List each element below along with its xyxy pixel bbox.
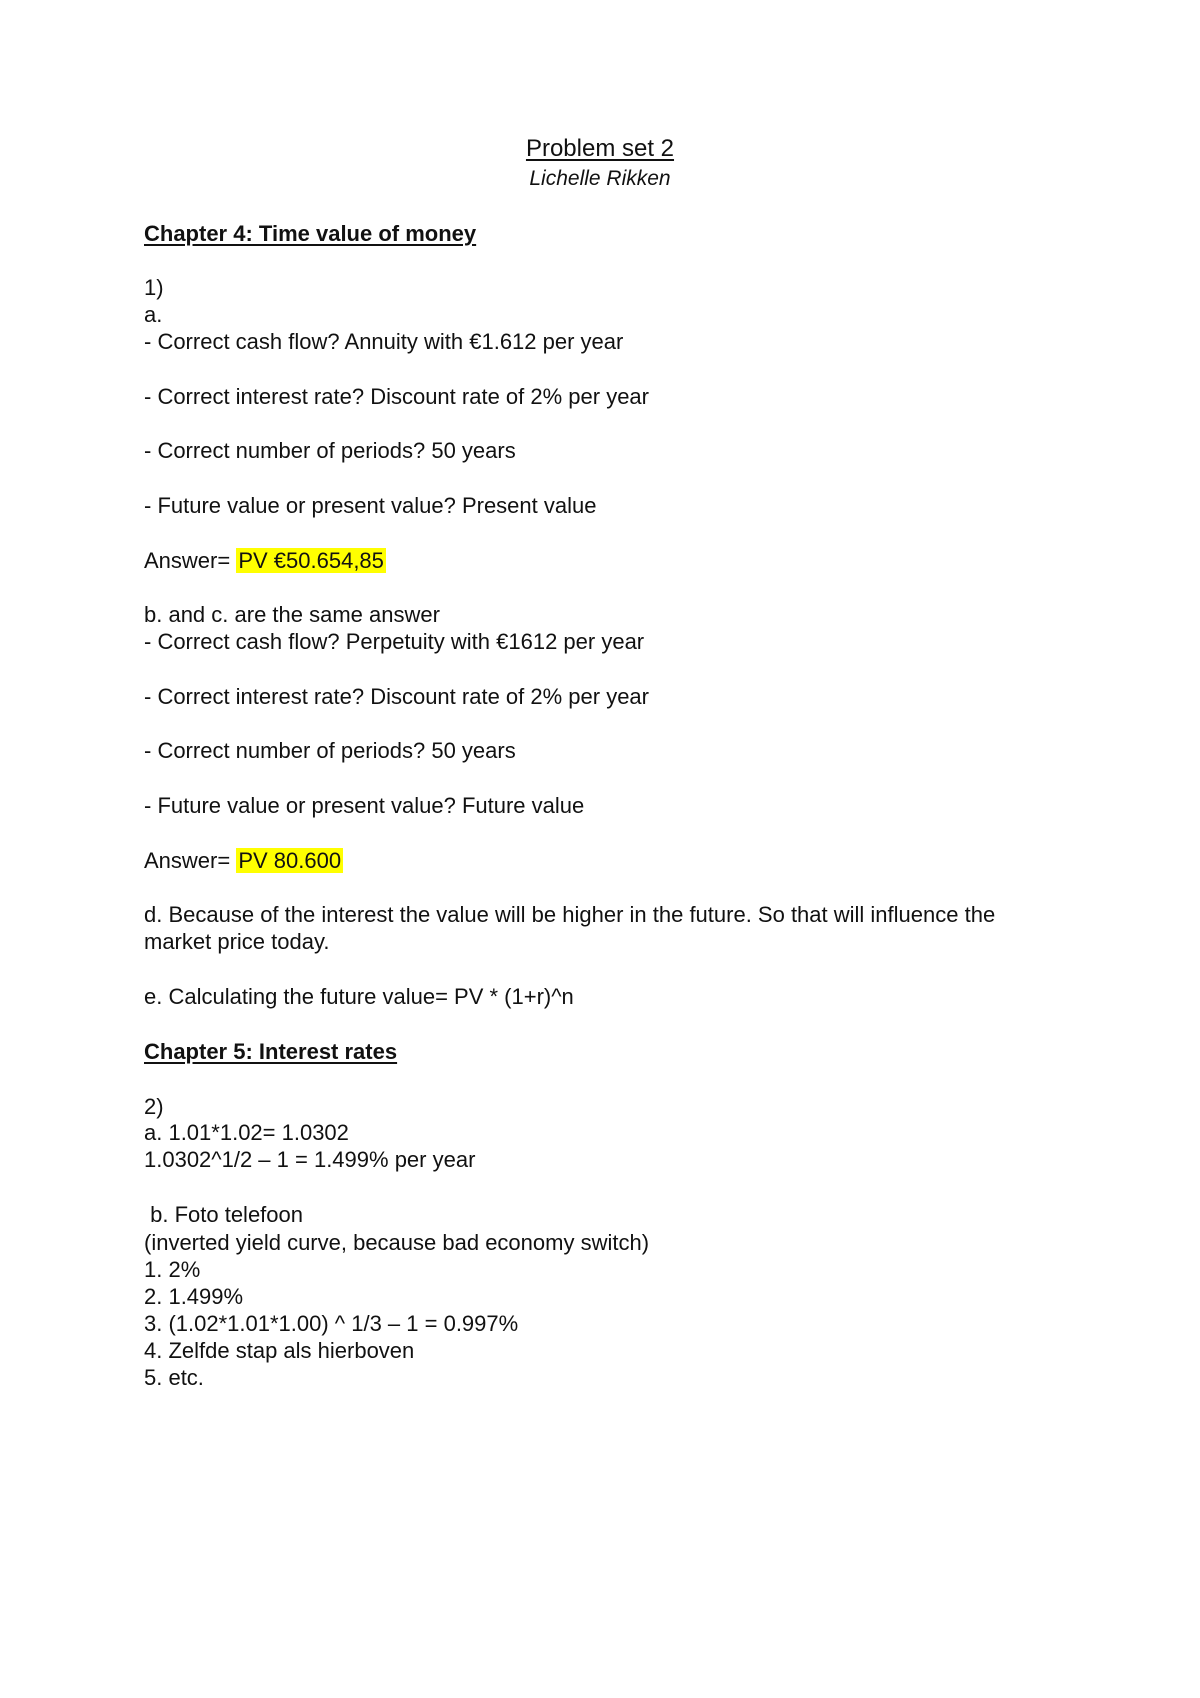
a-fv-or-pv: - Future value or present value? Present value: [144, 493, 597, 518]
list-item: 5. etc.: [144, 1365, 204, 1390]
a-periods: - Correct number of periods? 50 years: [144, 438, 516, 463]
question-1-number: 1): [144, 275, 164, 300]
q2-a-line-2: 1.0302^1/2 – 1 = 1.499% per year: [144, 1147, 476, 1172]
bc-fv-or-pv: - Future value or present value? Future value: [144, 793, 585, 818]
a-answer: [144, 547, 386, 575]
list-item: 4. Zelfde stap als hierboven: [144, 1338, 415, 1363]
q2-b-line-1: b. Foto telefoon: [144, 1202, 303, 1227]
chapter-5-heading: Chapter 5: Interest rates: [144, 1039, 398, 1064]
list-item: 1. 2%: [144, 1257, 201, 1282]
bc-cash-flow: - Correct cash flow? Perpetuity with €1612 per year: [144, 629, 645, 654]
question-2-number: 2): [144, 1094, 164, 1119]
part-bc-label: b. and c. are the same answer: [144, 602, 440, 627]
part-d-line-1: d. Because of the interest the value will be higher in the future. So that will influence the: [144, 902, 996, 927]
part-a-label: a.: [144, 302, 163, 327]
document-author: Lichelle Rikken: [529, 167, 671, 190]
list-item: 3. (1.02*1.01*1.00) ^ 1/3 – 1 = 0.997%: [144, 1311, 519, 1336]
bc-answer-value: PV 80.600: [238, 848, 342, 873]
bc-answer: [144, 847, 343, 875]
bc-interest-rate: - Correct interest rate? Discount rate of 2% per year: [144, 684, 649, 709]
a-answer-value: PV €50.654,85: [238, 548, 384, 573]
part-d-line-2: market price today.: [144, 929, 330, 954]
document-title: Problem set 2: [525, 135, 675, 162]
q2-a-line-1: a. 1.01*1.02= 1.0302: [144, 1120, 349, 1145]
chapter-4-heading: Chapter 4: Time value of money: [144, 221, 477, 246]
a-cash-flow: - Correct cash flow? Annuity with €1.612 per year: [144, 329, 624, 354]
a-interest-rate: - Correct interest rate? Discount rate of 2% per year: [144, 384, 649, 409]
part-e: e. Calculating the future value= PV * (1+r)^n: [144, 984, 574, 1009]
a-answer-label: Answer=: [144, 548, 237, 573]
list-item: 2. 1.499%: [144, 1284, 244, 1309]
bc-periods: - Correct number of periods? 50 years: [144, 738, 516, 763]
q2-b-line-2: (inverted yield curve, because bad economy switch): [144, 1230, 650, 1255]
bc-answer-label: Answer=: [144, 848, 237, 873]
